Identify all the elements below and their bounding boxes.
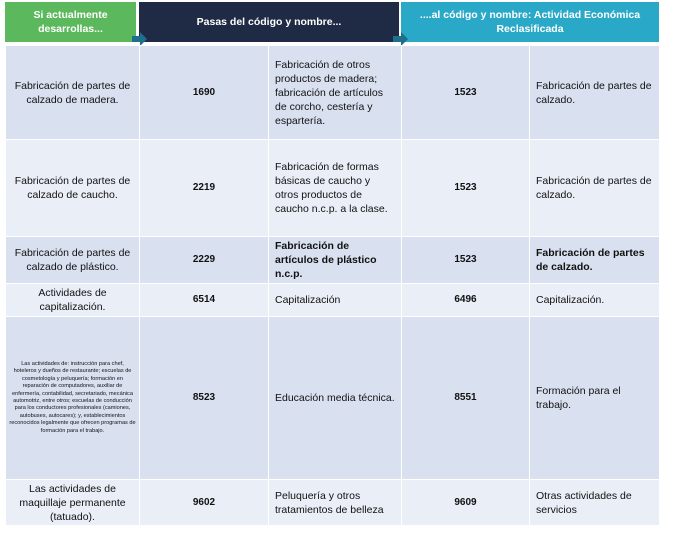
old-name-cell: Educación media técnica.	[269, 317, 402, 480]
new-code-cell: 1523	[402, 140, 530, 237]
new-code-cell: 6496	[402, 284, 530, 317]
new-name-cell: Formación para el trabajo.	[530, 317, 660, 480]
old-name-cell: Fabricación de otros productos de madera; fabricación de artículos de corcho, cestería y espartería.	[269, 46, 402, 140]
table-row	[6, 284, 660, 317]
table-row	[6, 480, 660, 526]
table-row	[6, 317, 660, 480]
old-code-cell: 6514	[140, 284, 269, 317]
new-name-cell: Fabricación de partes de calzado.	[530, 237, 660, 284]
table-row	[6, 237, 660, 284]
activity-cell: Las actividades de: instrucción para chef, hoteleros y dueños de restaurante; escuelas de cosmetología y peluquería; formación en reparación de computadores, auxiliar de enfermería, contabilidad, secretariado, mecánica automotriz, entre otros; escuelas de conducción para los conductores profesionales (camiones, autobuses, autocares); y, establecimientos reconocidos legalmente que ofrecen programas de formación para el trabajo.	[6, 317, 140, 480]
reclassification-table	[5, 45, 660, 526]
header-to-code: ....al código y nombre: Actividad Económica Reclasificada	[401, 2, 659, 42]
old-name-cell: Fabricación de artículos de plástico n.c.p.	[269, 237, 402, 284]
old-code-cell: 2219	[140, 140, 269, 237]
table-row	[6, 140, 660, 237]
old-code-cell: 2229	[140, 237, 269, 284]
activity-cell: Actividades de capitalización.	[6, 284, 140, 317]
new-code-cell: 8551	[402, 317, 530, 480]
activity-cell: Las actividades de maquillaje permanente (tatuado).	[6, 480, 140, 526]
new-name-cell: Capitalización.	[530, 284, 660, 317]
new-code-cell: 1523	[402, 237, 530, 284]
new-name-cell: Fabricación de partes de calzado.	[530, 46, 660, 140]
header-current-activity: Si actualmente desarrollas...	[5, 2, 136, 42]
old-name-cell: Capitalización	[269, 284, 402, 317]
activity-cell: Fabricación de partes de calzado de caucho.	[6, 140, 140, 237]
old-code-cell: 9602	[140, 480, 269, 526]
old-code-cell: 8523	[140, 317, 269, 480]
activity-cell: Fabricación de partes de calzado de plástico.	[6, 237, 140, 284]
header-from-code: Pasas del código y nombre...	[139, 2, 399, 42]
new-name-cell: Fabricación de partes de calzado.	[530, 140, 660, 237]
old-name-cell: Peluquería y otros tratamientos de belleza	[269, 480, 402, 526]
activity-cell: Fabricación de partes de calzado de madera.	[6, 46, 140, 140]
old-code-cell: 1690	[140, 46, 269, 140]
table-row	[6, 46, 660, 140]
old-name-cell: Fabricación de formas básicas de caucho y otros productos de caucho n.c.p. a la clase.	[269, 140, 402, 237]
new-code-cell: 1523	[402, 46, 530, 140]
new-code-cell: 9609	[402, 480, 530, 526]
new-name-cell: Otras actividades de servicios	[530, 480, 660, 526]
